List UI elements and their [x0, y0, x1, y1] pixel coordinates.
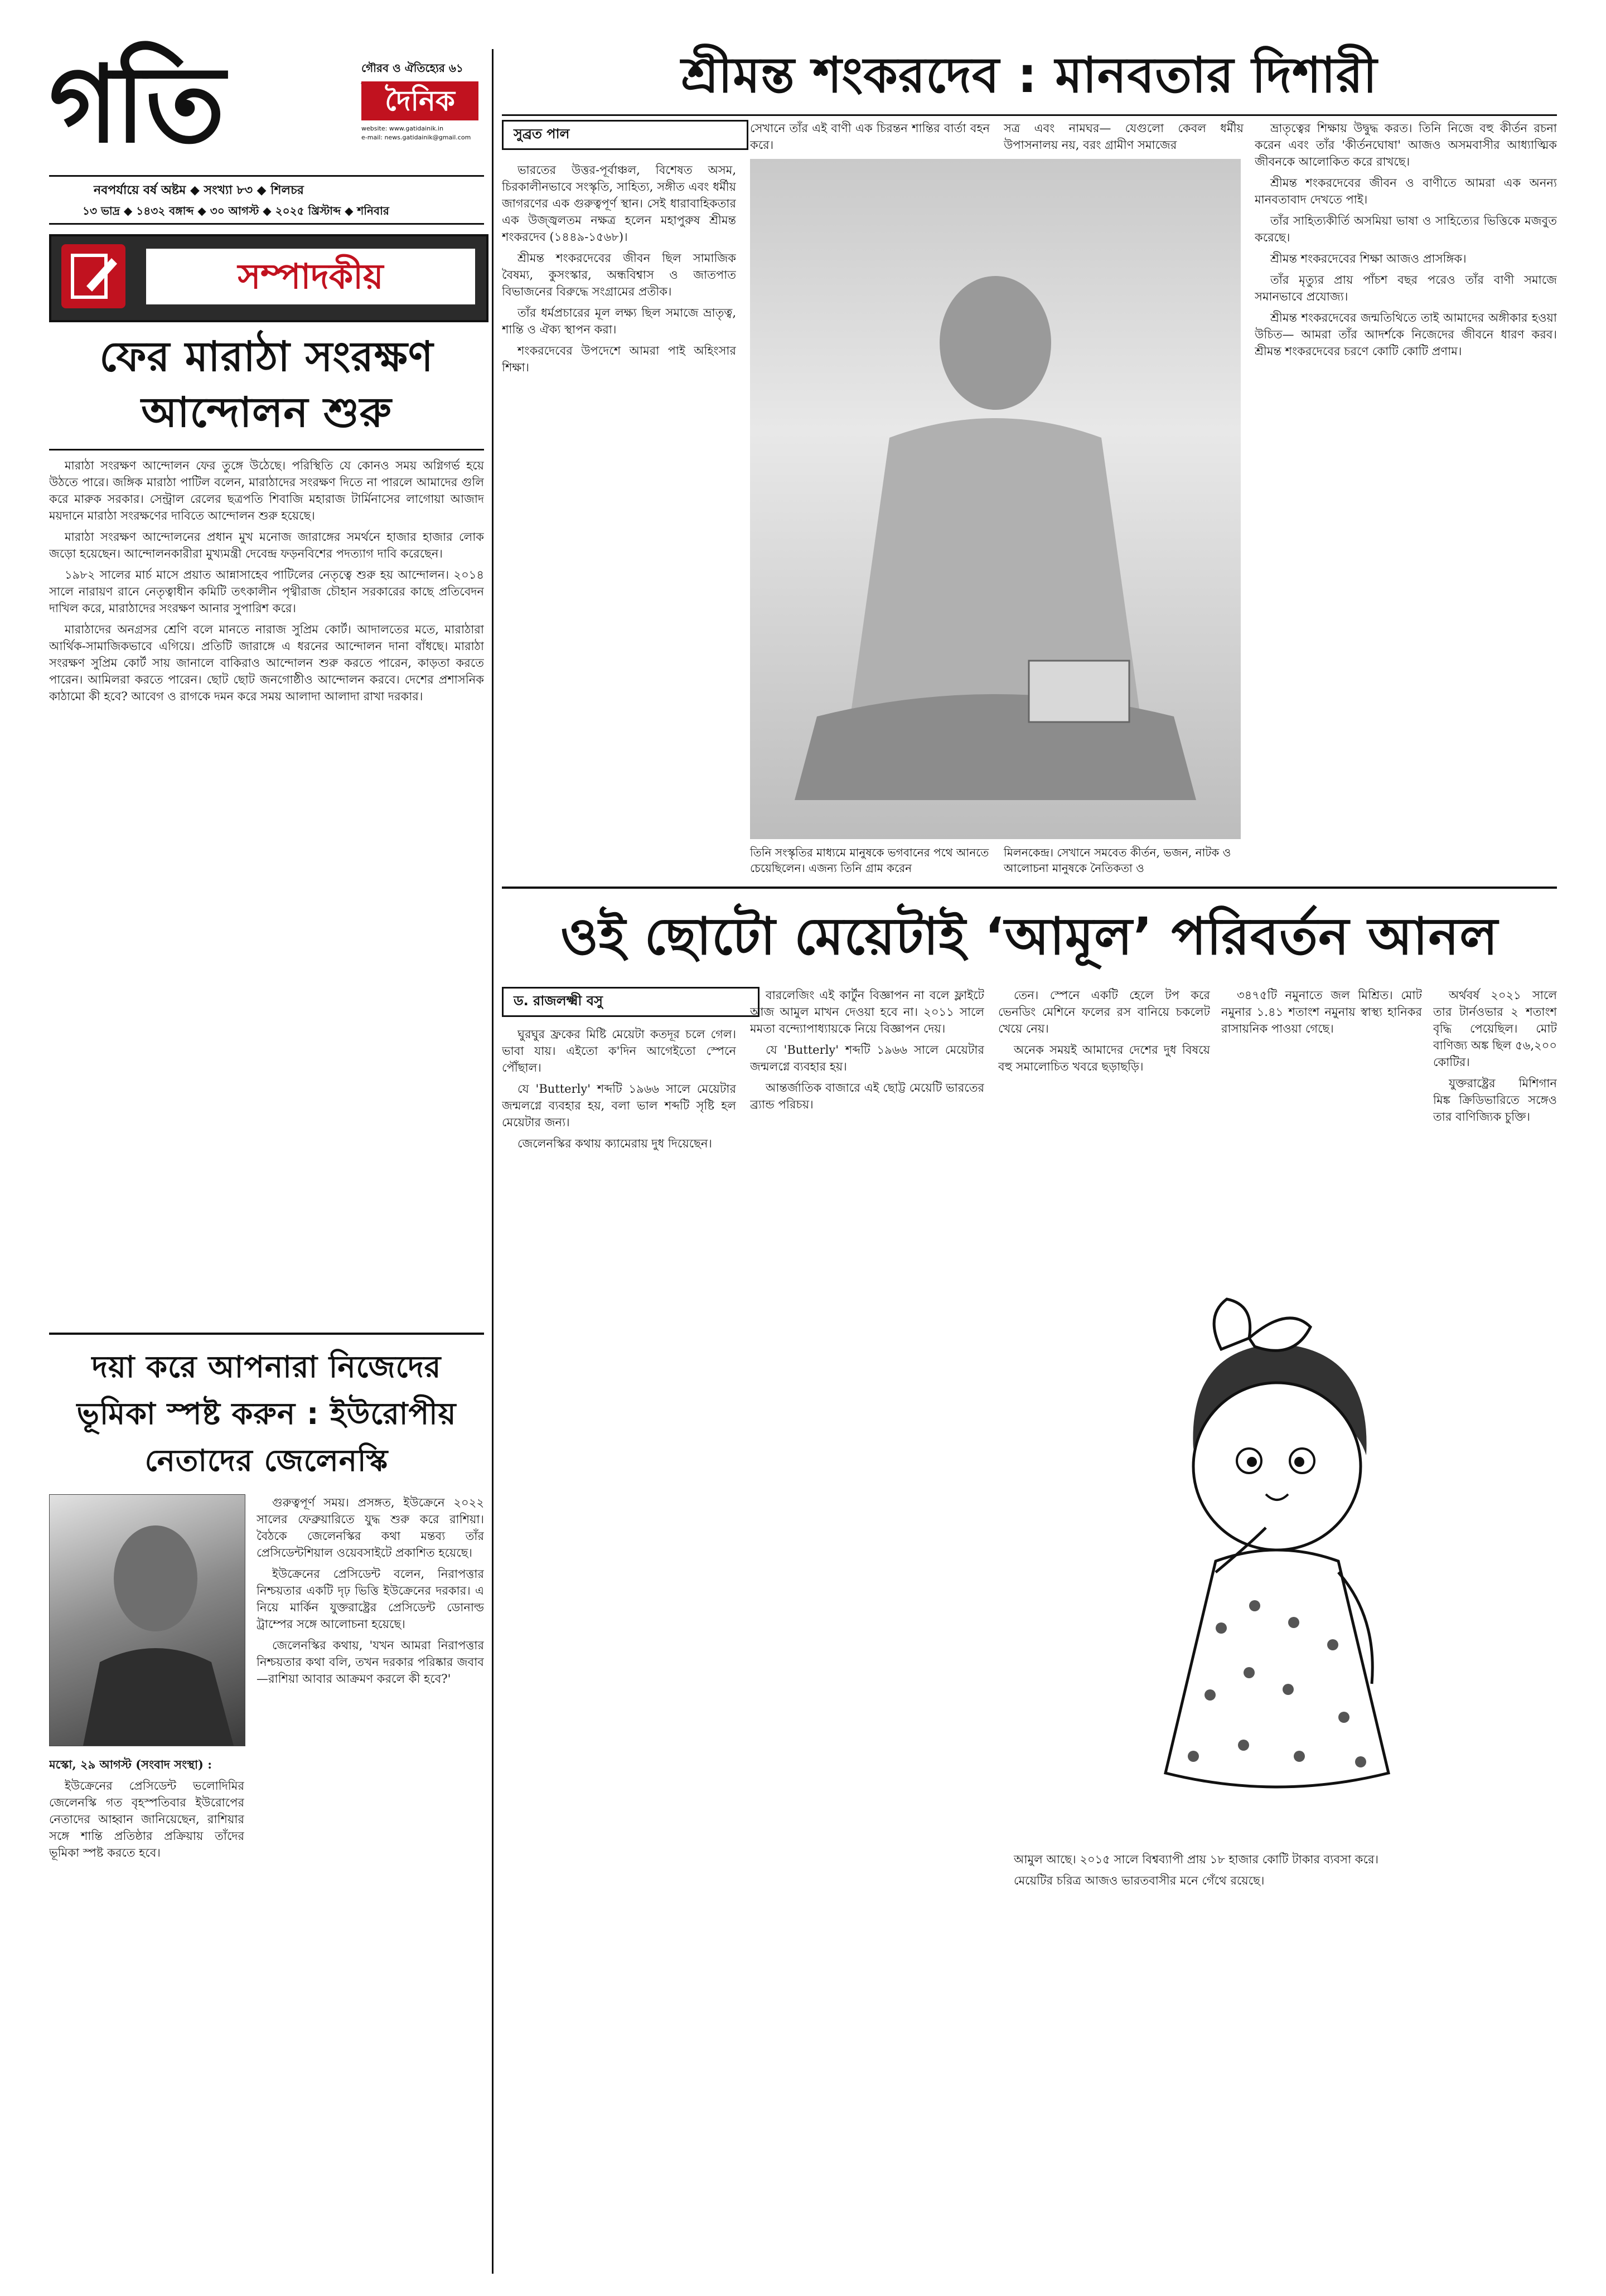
editorial-paragraph: মারাঠাদের অনগ্রসর শ্রেণি বলে মানতে নারাজ সুপ্রিম কোর্ট। আদালতের মতে, মারাঠারা আর্থিক-সামাজিকভাবে এগিয়ে। প্রতিটি জারাঙ্গে এ ধরনের আন্দোলন দানা বাঁধছে। মারাঠা সংরক্ষণ সুপ্রিম কোর্ট সায় জানালে বাকিরাও আন্দোলন শুরু করতে পারেন, কাড়তা করতে পারেন। আমিলরা করতে পারেন। ছোট ছোট জনগোষ্ঠীও আন্দোলন করবে। দেশের প্রশাসনিক কাঠামো কী হবে? আবেগ ও রাগকে দমন করে সময় আলাদা আলাদা রাখা দরকার। — [49, 623, 484, 703]
ukraine-paragraph: গুরুত্বপূর্ণ সময়। প্রসঙ্গত, ইউক্রেনে ২০২২ সালের ফেব্রুয়ারিতে যুদ্ধ শুরু করে রাশিয়া। বৈঠকে জেলেনস্কির কথা মন্তব্য তাঁর প্রেসিডেন্টশিয়াল ওয়েবসাইটে প্রকাশিত হয়েছে। — [257, 1496, 484, 1559]
editorial-rule — [49, 449, 484, 451]
ukraine-lead — [49, 1756, 244, 2275]
amul-paragraph: যে 'Butterly' শব্দটি ১৯৬৬ সালে মেয়েটার জন্মলগ্নে ব্যবহার হয়। — [750, 1043, 984, 1073]
amul-paragraph: আমুল আছে। ২০১৫ সালে বিশ্বব্যাপী প্রায় ১৮ হাজার কোটি টাকার ব্যবসা করে। — [1014, 1853, 1379, 1866]
amul-paragraph: বারলেজিং এই কার্টুন বিজ্ঞাপন না বলে ফ্লাইটে আজ আমুল মাখন দেওয়া হবে না। ২০১১ সালে মমতা বন্দ্যোপাধ্যায়কে নিয়ে বিজ্ঞাপন দেয়। — [750, 989, 984, 1035]
editorial-paragraph: মারাঠা সংরক্ষণ আন্দোলনের প্রধান মুখ মনোজ জারাঙ্গের সমর্থনে হাজার হাজার লোক জড়ো হয়েছেন। আন্দোলনকারীরা মুখ্যমন্ত্রী দেবেন্দ্র ফড়নবিশের পদত্যাগ দাবি করেছেন। — [49, 530, 484, 560]
ukraine-paragraph: জেলেনস্কির কথায়, 'যখন আমরা নিরাপত্তার নিশ্চয়তার কথা বলি, তখন দরকার পরিষ্কার জবাব—রাশিয়া আবার আক্রমণ করলে কী হবে?' — [257, 1639, 484, 1685]
masthead — [49, 43, 484, 227]
zelensky-photo — [49, 1494, 245, 1746]
ukraine-dateline: মস্কো, ২৯ আগস্ট (সংবাদ সংস্থা) : — [49, 1757, 212, 1771]
sankardeva-paragraph: শ্রীমন্ত শংকরদেবের জন্মতিথিতে তাই আমাদের অঙ্গীকার হওয়া উচিত— আমরা তাঁর আদর্শকে নিজেদের জীবনে ধারণ করব। শ্রীমন্ত শংকরদেবের চরণে কোটি কোটি প্রণাম। — [1255, 311, 1557, 358]
amul-girl-illustration — [1110, 1282, 1433, 1840]
sankardeva-col4 — [1255, 120, 1557, 867]
masthead-email[interactable]: e-mail: news.gatidainik@gmail.com — [361, 134, 471, 141]
ukraine-headline: দয়া করে আপনারা নিজেদের ভূমিকা স্পষ্ট করুন : ইউরোপীয় নেতাদের জেলেনস্কি — [76, 1349, 457, 1478]
masthead-rule-bottom — [49, 223, 484, 225]
editorial-body — [49, 457, 484, 1327]
amul-col1 — [502, 1026, 736, 2275]
sankardeva-top-right: সত্র এবং নামঘর— যেগুলো কেবল ধর্মীয় উপাসনালয় নয়, বরং গ্রামীণ সমাজের — [1004, 122, 1244, 152]
editorial-label-box — [49, 234, 488, 322]
amul-headline: ওই ছোটো মেয়েটাই ‘আমূল’ পরিবর্তন আনল — [560, 907, 1498, 966]
ukraine-paragraph: ইউক্রেনের প্রেসিডেন্ট ভলোদিমির জেলেনস্কি গত বৃহস্পতিবার ইউরোপের নেতাদের আহ্বান জানিয়েছেন, রাশিয়ার সঙ্গে শান্তি প্রতিষ্ঠার প্রক্রিয়ায় তাঁদের ভূমিকা স্পষ্ট করতে হবে। — [49, 1779, 244, 1859]
masthead-rule-top — [49, 175, 484, 177]
sankardeva-headline: শ্রীমন্ত শংকরদেব : মানবতার দিশারী — [681, 46, 1378, 104]
sankardeva-portrait — [750, 159, 1241, 839]
sankardeva-paragraph: তাঁর ধর্মপ্রচারের মূল লক্ষ্য ছিল সমাজে ভ্রাতৃত্ব, শান্তি ও ঐক্য স্থাপন করা। — [502, 306, 736, 336]
sankardeva-caption-left: তিনি সংস্কৃতির মাধ্যমে মানুষকে ভগবানের পথে আনতে চেয়েছিলেন। এজন্য তিনি গ্রাম করেন — [750, 846, 989, 875]
sankardeva-caption-mid: মিলনকেন্দ্র। সেখানে সমবেত কীর্তন, ভজন, নাটক ও আলোচনা মানুষকে নৈতিকতা ও — [1004, 846, 1231, 875]
amul-bottom — [998, 1851, 1422, 2275]
column-separator — [492, 49, 494, 2274]
ukraine-rule — [49, 1333, 484, 1335]
sankardeva-paragraph: ভারতের উত্তর-পূর্বাঞ্চল, বিশেষত অসম, চিরকালীনভাবে সংস্কৃতি, সাহিত্য, সঙ্গীত এবং ধর্মীয় জাগরণের এক গুরুত্বপূর্ণ স্থান। সেই ধারাবাহিকতার এক উজ্জ্বলতম নক্ষত্র হলেন মহাপুরুষ শ্রীমন্ত শংকরদেব (১৪৪৯-১৫৬৮)। — [502, 163, 736, 244]
amul-col2 — [750, 987, 984, 2275]
editorial-paragraph: মারাঠা সংরক্ষণ আন্দোলন ফের তুঙ্গে উঠেছে। পরিস্থিতি যে কোনও সময় অগ্নিগর্ভ হয়ে উঠতে পারে। জঙ্গিক মারাঠা পাটিল বলেন, মারাঠাদের সংরক্ষণ দিতে না পারলে আমাদের গুলি করে মারুক সরকার। সেন্ট্রাল রেলের ছত্রপতি শিবাজি মহারাজ টার্মিনাসের লাগোয়া আজাদ ময়দানে মারাঠা সংরক্ষণের দাবিতে আন্দোলন শুরু হয়েছে। — [49, 459, 484, 522]
amul-paragraph: আন্তর্জাতিক বাজারে এই ছোট্ট মেয়েটি ভারতের ব্র্যান্ড পরিচয়। — [750, 1081, 984, 1111]
sankardeva-paragraph: ভ্রাতৃত্বের শিক্ষায় উদ্বুদ্ধ করত। তিনি নিজে বহু কীর্তন রচনা করেন এবং তাঁর 'কীর্তনঘোষা' আজও অসমবাসীর আধ্যাত্মিক জীবনকে আলোকিত করে রাখছে। — [1255, 122, 1557, 168]
section-divider — [502, 887, 1557, 889]
editorial-label: সম্পাদকীয় — [146, 249, 475, 304]
sankardeva-col1 — [502, 162, 736, 864]
amul-paragraph: অনেক সময়ই আমাদের দেশের দুধ বিষয়ে বহু সমালোচিত খবরে ছড়াছড়ি। — [998, 1043, 1210, 1073]
masthead-tagline: গৌরব ও ঐতিহ্যের ৬১ — [361, 61, 463, 75]
sankardeva-byline: সুব্রত পাল — [502, 120, 748, 150]
pen-icon — [61, 244, 125, 308]
sankardeva-paragraph: শ্রীমন্ত শংকরদেবের শিক্ষা আজও প্রাসঙ্গিক। — [1270, 252, 1467, 265]
editorial-paragraph: ১৯৮২ সালের মার্চ মাসে প্রয়াত আন্নাসাহেব পাটিলের নেতৃত্বে শুরু হয় আন্দোলন। ২০১৪ সালে নারায়ণ রানে নেতৃত্বাধীন কমিটি তৎকালীন পৃথ্বীরাজ চৌহান সরকারের কাছে প্রতিবেদন দাখিল করে, মারাঠাদের সংরক্ষণ আনার সুপারিশ করে। — [49, 568, 484, 615]
sankardeva-paragraph: তাঁর সাহিত্যকীর্তি অসমিয়া ভাষা ও সাহিত্যের ভিত্তিকে মজবুত করেছে। — [1255, 214, 1557, 244]
amul-col4 — [1221, 987, 1422, 1277]
amul-paragraph: তেন। স্পেনে একটি হেলে টপ করে ভেনডিং মেশিনে ফলের রস বানিয়ে চকলেট খেয়ে নেয়। — [998, 989, 1210, 1035]
amul-col5 — [1433, 987, 1557, 2275]
amul-byline: ড. রাজলক্ষ্মী বসু — [502, 987, 760, 1017]
sankardeva-top-mid: সেখানে তাঁর এই বাণী এক চিরন্তন শান্তির বার্তা বহন করে। — [750, 122, 990, 152]
amul-paragraph: জেলেনস্কির কথায় ক্যামেরায় দুধ দিয়েছেন। — [517, 1137, 712, 1150]
sankardeva-paragraph: তাঁর মৃত্যুর প্রায় পাঁচশ বছর পরেও তাঁর বাণী সমাজে সমানভাবে প্রযোজ্য। — [1255, 273, 1557, 303]
amul-paragraph: যুক্তরাষ্ট্রের মিশিগান মিঙ্ক ক্রিডিভারিতে সঙ্গেও তার বাণিজ্যিক চুক্তি। — [1433, 1077, 1557, 1123]
editorial-headline: ফের মারাঠা সংরক্ষণ আন্দোলন শুরু — [99, 333, 434, 437]
amul-paragraph: যে 'Butterly' শব্দটি ১৯৬৬ সালে মেয়েটার জন্মলগ্নে ব্যবহার হয়, বলা ভাল শব্দটি সৃষ্টি হল মেয়েটার জন্য। — [502, 1082, 736, 1129]
amul-paragraph: অর্থবর্ষ ২০২১ সালে তার টার্নওভার ২ শতাংশ বৃদ্ধি পেয়েছিল। মোট বাণিজ্য অঙ্ক ছিল ৫৬,২০০ কোটির। — [1433, 989, 1557, 1069]
amul-paragraph: ৩৪৭৫টি নমুনাতে জল মিশ্রিত। মোট নমুনার ১.৪১ শতাংশ নমুনায় স্বাস্থ্য হানিকর রাসায়নিক পাওয়া গেছে। — [1221, 989, 1422, 1035]
masthead-logo: গতি — [49, 43, 222, 166]
masthead-daily: দৈনিক — [361, 81, 478, 120]
sankardeva-rule — [502, 114, 1557, 116]
amul-paragraph: ঘুরঘুর ফ্রকের মিষ্টি মেয়েটা কতদূর চলে গেল। ভাবা যায়। এইতো ক'দিন আগেইতো স্পেনে পৌঁছাল। — [502, 1028, 736, 1074]
masthead-issue: নবপর্যায়ে বর্ষ অষ্টম ◆ সংখ্যা ৮৩ ◆ শিলচর — [94, 183, 304, 197]
masthead-date: ১৩ ভাদ্র ◆ ১৪৩২ বঙ্গাব্দ ◆ ৩০ আগস্ট ◆ ২০২৫ খ্রিস্টাব্দ ◆ শনিবার — [83, 204, 389, 217]
ukraine-body — [257, 1494, 484, 2275]
sankardeva-paragraph: শ্রীমন্ত শংকরদেবের জীবন ও বাণীতে আমরা এক অনন্য মানবতাবাদ দেখতে পাই। — [1255, 176, 1557, 206]
sankardeva-paragraph: শংকরদেবের উপদেশে আমরা পাই অহিংসার শিক্ষা। — [502, 344, 736, 374]
ukraine-paragraph: ইউক্রেনের প্রেসিডেন্ট বলেন, নিরাপত্তার নিশ্চয়তার একটি দৃঢ় ভিত্তি ইউক্রেনের দরকার। এ নিয়ে মার্কিন যুক্তরাষ্ট্রের প্রেসিডেন্ট ডোনাল্ড ট্রাম্পের সঙ্গে আলোচনা হয়েছে। — [257, 1567, 484, 1631]
amul-paragraph: মেয়েটির চরিত্র আজও ভারতবাসীর মনে গেঁথে রয়েছে। — [1014, 1874, 1265, 1887]
sankardeva-paragraph: শ্রীমন্ত শংকরদেবের জীবন ছিল সামাজিক বৈষম্য, কুসংস্কার, অন্ধবিশ্বাস ও জাতপাত বিভাজনের বিরুদ্ধে সংগ্রামের প্রতীক। — [502, 251, 736, 298]
masthead-website[interactable]: website: www.gatidainik.in — [361, 125, 444, 132]
